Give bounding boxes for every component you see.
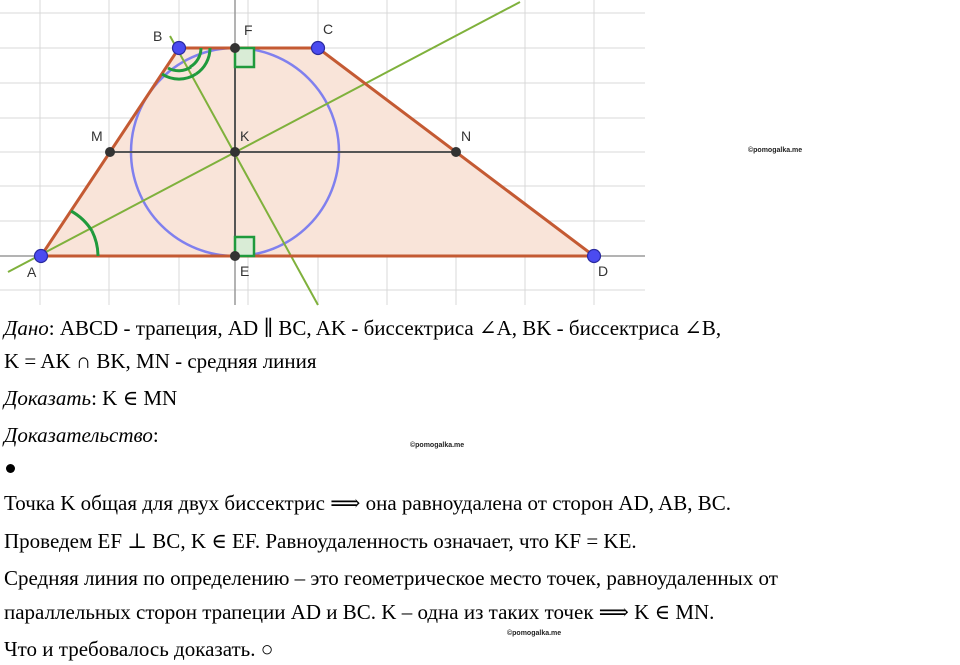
watermark: ©pomogalka.me [507, 630, 562, 637]
prove-line [4, 386, 177, 411]
label-n: N [461, 128, 472, 144]
proof-line-3 [4, 566, 778, 591]
given-text-1: : ABCD - трапеция, AD ∥ BC, AK - биссектриса ∠A, BK - биссектриса ∠B, [48, 316, 722, 340]
watermark: ©pomogalka.me [748, 147, 803, 154]
proof-line-5 [4, 637, 273, 662]
label-k: K [240, 128, 250, 144]
label-f: F [244, 22, 253, 38]
point-n [451, 147, 461, 157]
label-a: A [27, 264, 37, 280]
given-line-1 [4, 316, 721, 341]
point-e [230, 251, 240, 261]
proof-line-4 [4, 600, 714, 625]
label-c: C [323, 21, 334, 37]
point-m [105, 147, 115, 157]
point-a [35, 250, 48, 263]
watermark: ©pomogalka.me [410, 442, 465, 449]
prove-value: : K ∈ MN [91, 386, 178, 410]
proof-label: Доказательство [4, 423, 153, 447]
prove-label: Доказать [4, 386, 92, 410]
bullet-dot [6, 464, 15, 473]
proof-text-5: Что и требовалось доказать. ○ [4, 637, 274, 661]
given-label: Дано [4, 316, 49, 340]
point-f [230, 43, 240, 53]
label-d: D [598, 263, 609, 279]
proof-text-1: Точка K общая для двух биссектрис ⟹ она равноудалена от сторон AD, AB, BC. [4, 491, 732, 515]
geometry-figure [0, 0, 650, 310]
proof-line-2 [4, 529, 637, 554]
proof-heading [4, 423, 159, 448]
proof-text-4: параллельных сторон трапеции AD и BC. K – одна из таких точек ⟹ K ∈ MN. [4, 600, 715, 624]
proof-text-3: Средняя линия по определению – это геометрическое место точек, равноудаленных от [4, 566, 778, 590]
proof-line-1 [4, 491, 731, 516]
label-b: B [153, 28, 163, 44]
proof-text-2: Проведем EF ⊥ BC, K ∈ EF. Равноудаленность означает, что KF = KE. [4, 529, 637, 553]
given-text-2: K = AK ∩ BK, MN - средняя линия [4, 349, 317, 373]
label-m: M [91, 128, 103, 144]
given-line-2 [4, 349, 317, 374]
point-d [588, 250, 601, 263]
point-b [173, 42, 186, 55]
point-k [230, 147, 240, 157]
proof-colon: : [152, 423, 159, 447]
label-e: E [240, 263, 250, 279]
point-c [312, 42, 325, 55]
